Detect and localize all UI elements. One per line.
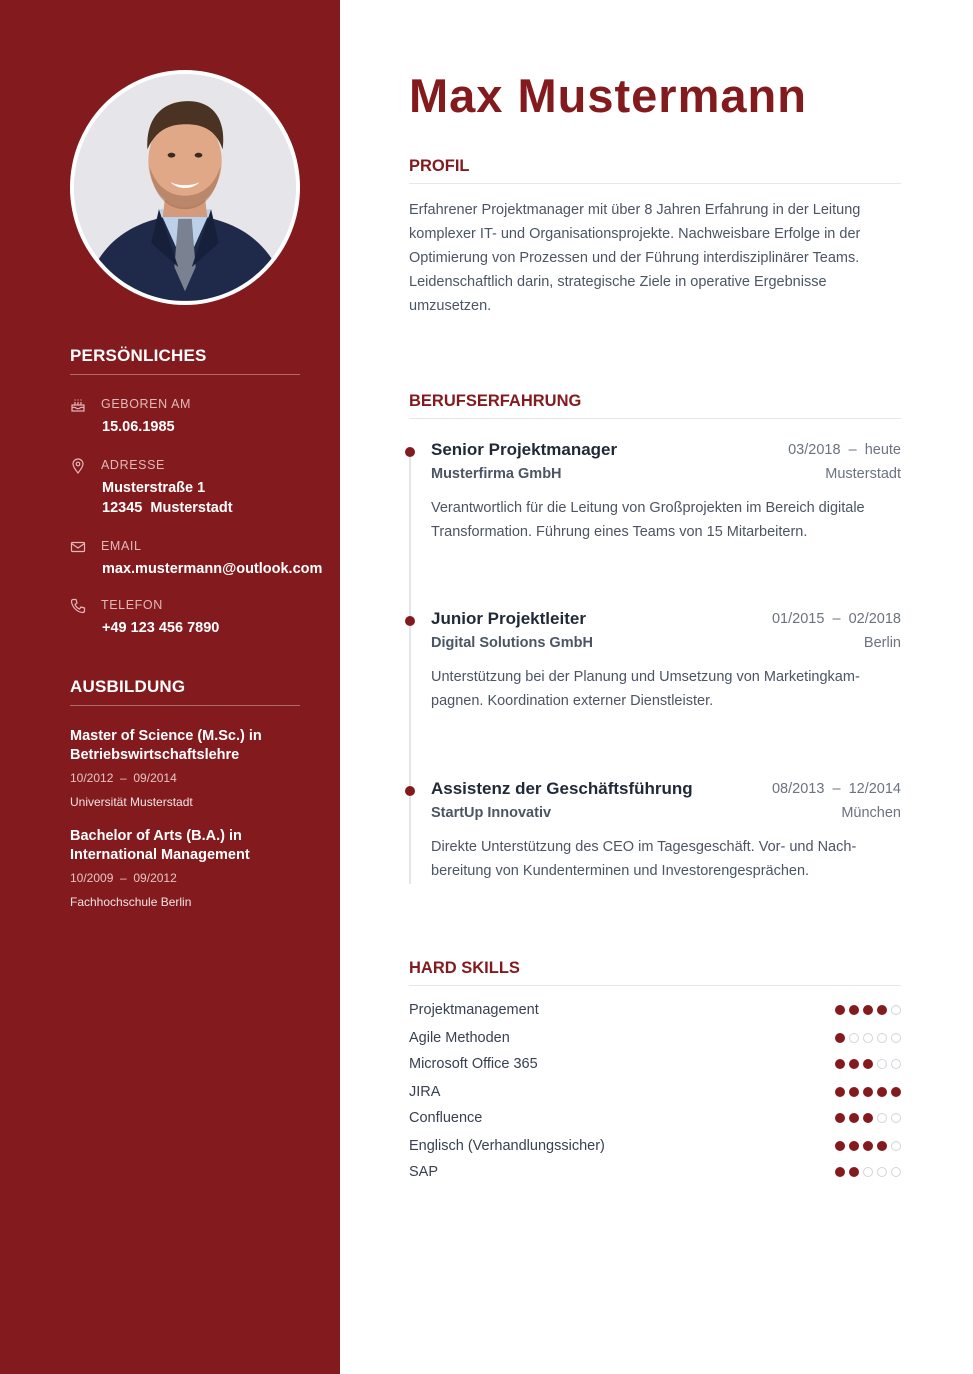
rating-dot-empty bbox=[891, 1059, 901, 1069]
rating-dot-filled bbox=[877, 1005, 887, 1015]
mail-icon bbox=[70, 539, 86, 555]
skill-name: Projektmanagement bbox=[409, 1002, 539, 1018]
rating-dot-empty bbox=[863, 1167, 873, 1177]
job-entry bbox=[409, 609, 901, 725]
skill-row bbox=[409, 1084, 901, 1104]
phone-icon bbox=[70, 598, 86, 614]
job-date: 08/2013 – 12/2014 bbox=[771, 781, 901, 797]
address-line2: 12345 Musterstadt bbox=[102, 500, 233, 516]
job-location: Berlin bbox=[863, 635, 901, 651]
rating-dot-filled bbox=[891, 1087, 901, 1097]
education-title-line: Bachelor of Arts (B.A.) in bbox=[70, 828, 242, 844]
address-value bbox=[102, 478, 233, 518]
profile-text: Erfahrener Projektmanager mit über 8 Jahren Erfahrung in der Leitung komplexer IT- und Organisationsprojekte. Nachweisbare Erfolge in der Optimierung von Prozessen und der Führung interdisziplinärer Teams. Leidenschaftlich darin, strategische Ziele in operative Ergebnisse umzusetzen. bbox=[409, 202, 861, 314]
rating-dot-empty bbox=[877, 1113, 887, 1123]
job-entry bbox=[409, 440, 901, 556]
profile-heading: PROFIL bbox=[409, 157, 901, 184]
rating-dot-empty bbox=[877, 1167, 887, 1177]
address-line1: Musterstraße 1 bbox=[102, 480, 206, 496]
skills-heading: HARD SKILLS bbox=[409, 959, 901, 986]
profile-photo bbox=[70, 70, 300, 305]
phone-item bbox=[70, 598, 332, 638]
rating-dot-empty bbox=[849, 1033, 859, 1043]
location-pin-icon bbox=[70, 458, 86, 474]
rating-dot-filled bbox=[849, 1059, 859, 1069]
timeline-dot bbox=[405, 447, 415, 457]
personal-heading: PERSÖNLICHES bbox=[70, 346, 300, 375]
rating-dot-filled bbox=[835, 1167, 845, 1177]
job-description: Unterstützung bei der Planung und Umsetzung von Marketingkampagnen. Koordination externer Dienstleister. bbox=[431, 669, 860, 709]
birthdate-item bbox=[70, 397, 332, 437]
education-title-line: Master of Science (M.Sc.) in bbox=[70, 728, 262, 744]
education-title bbox=[70, 727, 310, 765]
rating-dot-empty bbox=[863, 1033, 873, 1043]
rating-dot-empty bbox=[891, 1141, 901, 1151]
skill-name: SAP bbox=[409, 1164, 439, 1180]
skill-row bbox=[409, 1138, 901, 1158]
skill-row bbox=[409, 1164, 901, 1184]
rating-dot-filled bbox=[835, 1087, 845, 1097]
skill-row bbox=[409, 1002, 901, 1022]
job-title: Assistenz der Geschäftsführung bbox=[431, 779, 693, 798]
job-date: 03/2018 – heute bbox=[788, 442, 901, 458]
skill-rating bbox=[835, 1033, 901, 1043]
education-item bbox=[70, 727, 310, 809]
rating-dot-filled bbox=[863, 1059, 873, 1069]
rating-dot-filled bbox=[849, 1087, 859, 1097]
job-company: Musterfirma GmbH bbox=[431, 466, 562, 482]
job-description: Verantwortlich für die Leitung von Großprojekten im Bereich digitale Transformation. Führung eines Teams von 15 Mitarbeitern. bbox=[431, 500, 865, 540]
email-item bbox=[70, 539, 332, 579]
education-school: Fachhochschule Berlin bbox=[70, 895, 192, 909]
timeline-dot bbox=[405, 616, 415, 626]
rating-dot-empty bbox=[891, 1005, 901, 1015]
skill-rating bbox=[835, 1059, 901, 1069]
skill-rating bbox=[835, 1005, 901, 1015]
address-label: ADRESSE bbox=[101, 458, 165, 472]
address-item bbox=[70, 458, 332, 518]
education-item bbox=[70, 827, 310, 909]
cake-icon bbox=[70, 397, 86, 413]
phone-value[interactable]: +49 123 456 7890 bbox=[102, 620, 220, 636]
job-location: Musterstadt bbox=[825, 466, 901, 482]
rating-dot-filled bbox=[849, 1141, 859, 1151]
email-value[interactable]: max.mustermann@outlook.com bbox=[102, 561, 323, 577]
rating-dot-filled bbox=[877, 1087, 887, 1097]
birthdate-value: 15.06.1985 bbox=[102, 419, 175, 435]
main-content bbox=[409, 0, 901, 1374]
rating-dot-filled bbox=[835, 1059, 845, 1069]
education-title-line: Betriebswirtschaftslehre bbox=[70, 747, 240, 763]
skill-row bbox=[409, 1110, 901, 1130]
skill-name: Englisch (Verhandlungssicher) bbox=[409, 1138, 605, 1154]
education-heading: AUSBILDUNG bbox=[70, 677, 300, 706]
skill-rating bbox=[835, 1167, 901, 1177]
rating-dot-empty bbox=[877, 1059, 887, 1069]
rating-dot-filled bbox=[835, 1113, 845, 1123]
job-title: Senior Projektmanager bbox=[431, 440, 618, 459]
experience-heading: BERUFSERFAHRUNG bbox=[409, 392, 901, 419]
education-title bbox=[70, 827, 310, 865]
skill-rating bbox=[835, 1141, 901, 1151]
birthdate-label: GEBOREN AM bbox=[101, 397, 192, 411]
job-entry bbox=[409, 779, 901, 895]
rating-dot-filled bbox=[863, 1087, 873, 1097]
job-location: München bbox=[841, 805, 901, 821]
skill-name: Confluence bbox=[409, 1110, 483, 1126]
rating-dot-filled bbox=[849, 1167, 859, 1177]
rating-dot-filled bbox=[849, 1005, 859, 1015]
rating-dot-empty bbox=[891, 1113, 901, 1123]
job-date: 01/2015 – 02/2018 bbox=[771, 611, 901, 627]
skill-row bbox=[409, 1030, 901, 1050]
job-title: Junior Projektleiter bbox=[431, 609, 586, 628]
job-description: Direkte Unterstützung des CEO im Tagesgeschäft. Vor- und Nachbereitung von Kundenterminen und Investorengesprächen. bbox=[431, 839, 857, 879]
skill-name: Microsoft Office 365 bbox=[409, 1056, 538, 1072]
rating-dot-empty bbox=[877, 1033, 887, 1043]
rating-dot-filled bbox=[863, 1141, 873, 1151]
rating-dot-filled bbox=[849, 1113, 859, 1123]
email-label: EMAIL bbox=[101, 539, 142, 553]
education-date: 10/2012 – 09/2014 bbox=[70, 771, 177, 785]
skill-rating bbox=[835, 1113, 901, 1123]
rating-dot-filled bbox=[835, 1033, 845, 1043]
rating-dot-empty bbox=[891, 1167, 901, 1177]
rating-dot-filled bbox=[863, 1113, 873, 1123]
education-school: Universität Musterstadt bbox=[70, 795, 193, 809]
job-company: Digital Solutions GmbH bbox=[431, 635, 593, 651]
job-company: StartUp Innovativ bbox=[431, 805, 552, 821]
rating-dot-filled bbox=[877, 1141, 887, 1151]
skill-name: JIRA bbox=[409, 1084, 441, 1100]
skill-row bbox=[409, 1056, 901, 1076]
education-date: 10/2009 – 09/2012 bbox=[70, 871, 177, 885]
timeline-dot bbox=[405, 786, 415, 796]
skill-rating bbox=[835, 1087, 901, 1097]
phone-label: TELEFON bbox=[101, 598, 163, 612]
person-name: Max Mustermann bbox=[409, 69, 807, 122]
rating-dot-filled bbox=[835, 1005, 845, 1015]
rating-dot-empty bbox=[891, 1033, 901, 1043]
rating-dot-filled bbox=[835, 1141, 845, 1151]
sidebar bbox=[0, 0, 340, 1374]
education-title-line: International Management bbox=[70, 847, 250, 863]
skill-name: Agile Methoden bbox=[409, 1030, 510, 1046]
rating-dot-filled bbox=[863, 1005, 873, 1015]
